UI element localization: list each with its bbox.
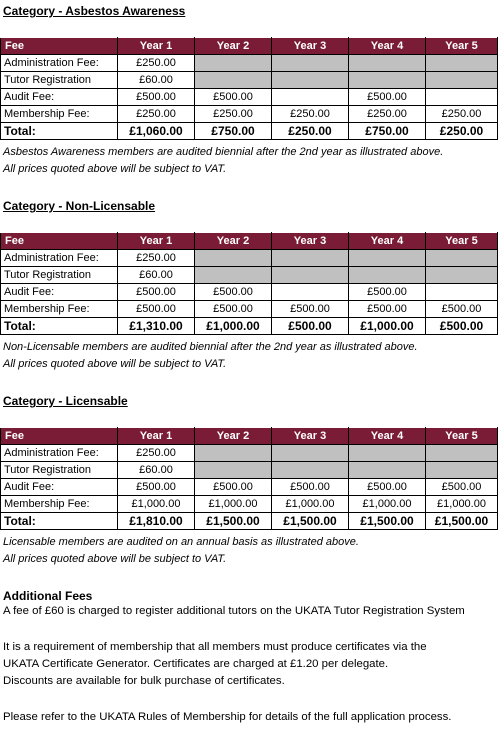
fee-value [272, 284, 349, 301]
table-row [1, 55, 498, 72]
additional-tutor-fee-text: A fee of £60 is charged to register additional tutors on the UKATA Tutor Registration System [3, 605, 465, 617]
table-row [1, 301, 498, 318]
column-header-year-4: Year 4 [349, 233, 426, 250]
fee-value: £500.00 [426, 301, 498, 318]
category-title-licensable: Category - Licensable [3, 394, 128, 408]
fee-value: £60.00 [118, 72, 195, 89]
fee-value: £250.00 [195, 106, 272, 123]
fee-value: £60.00 [118, 267, 195, 284]
not-applicable-cell [426, 250, 498, 267]
fee-value: £500.00 [118, 479, 195, 496]
column-header-year-3: Year 3 [272, 428, 349, 445]
fee-label: Membership Fee: [1, 496, 118, 513]
fee-value: £500.00 [118, 89, 195, 106]
fee-value: £1,000.00 [349, 496, 426, 513]
table-row [1, 445, 498, 462]
fee-label: Membership Fee: [1, 106, 118, 123]
total-value: £1,000.00 [349, 318, 426, 335]
bulk-discount-text: Discounts are available for bulk purchase of certificates. [3, 675, 285, 687]
not-applicable-cell [349, 55, 426, 72]
fee-value: £250.00 [426, 106, 498, 123]
not-applicable-cell [272, 250, 349, 267]
fee-table-licensable [0, 427, 498, 530]
table-row [1, 106, 498, 123]
fee-value: £500.00 [349, 284, 426, 301]
column-header-year-2: Year 2 [195, 38, 272, 55]
fee-value: £1,000.00 [272, 496, 349, 513]
table-row [1, 462, 498, 479]
total-value: £500.00 [426, 318, 498, 335]
not-applicable-cell [349, 250, 426, 267]
not-applicable-cell [426, 72, 498, 89]
not-applicable-cell [195, 55, 272, 72]
category-title-asbestos-awareness: Category - Asbestos Awareness [3, 4, 186, 18]
not-applicable-cell [195, 445, 272, 462]
category-title-non-licensable: Category - Non-Licensable [3, 199, 156, 213]
fee-value: £1,000.00 [426, 496, 498, 513]
audit-note-asbestos-awareness: Asbestos Awareness members are audited biennial after the 2nd year as illustrated above. [3, 146, 444, 158]
column-header-year-4: Year 4 [349, 428, 426, 445]
not-applicable-cell [195, 462, 272, 479]
fee-label: Membership Fee: [1, 301, 118, 318]
fee-label: Tutor Registration [1, 267, 118, 284]
column-header-year-1: Year 1 [118, 38, 195, 55]
not-applicable-cell [272, 267, 349, 284]
fee-value: £1,000.00 [195, 496, 272, 513]
fee-value: £1,000.00 [118, 496, 195, 513]
not-applicable-cell [195, 250, 272, 267]
not-applicable-cell [349, 72, 426, 89]
table-row [1, 496, 498, 513]
fee-value: £250.00 [272, 106, 349, 123]
table-header-row [1, 38, 498, 55]
column-header-year-3: Year 3 [272, 38, 349, 55]
total-value: £250.00 [272, 123, 349, 140]
fee-label: Audit Fee: [1, 479, 118, 496]
total-value: £250.00 [426, 123, 498, 140]
not-applicable-cell [426, 445, 498, 462]
fee-value: £500.00 [272, 301, 349, 318]
total-value: £750.00 [349, 123, 426, 140]
not-applicable-cell [272, 55, 349, 72]
not-applicable-cell [272, 445, 349, 462]
fee-label: Administration Fee: [1, 445, 118, 462]
fee-value: £500.00 [195, 301, 272, 318]
fee-label: Audit Fee: [1, 89, 118, 106]
total-value: £1,500.00 [426, 513, 498, 530]
fee-value: £500.00 [272, 479, 349, 496]
total-row [1, 513, 498, 530]
total-value: £1,500.00 [195, 513, 272, 530]
fee-value: £500.00 [349, 89, 426, 106]
fee-value: £500.00 [195, 284, 272, 301]
total-value: £500.00 [272, 318, 349, 335]
fee-label: Total: [1, 123, 118, 140]
fee-label: Tutor Registration [1, 462, 118, 479]
vat-note-asbestos-awareness: All prices quoted above will be subject to VAT. [3, 163, 227, 175]
table-row [1, 267, 498, 284]
vat-note-non-licensable: All prices quoted above will be subject to VAT. [3, 358, 227, 370]
fee-value: £500.00 [426, 479, 498, 496]
fee-value: £500.00 [195, 89, 272, 106]
fee-value: £250.00 [118, 106, 195, 123]
not-applicable-cell [195, 72, 272, 89]
certificate-charge-text: UKATA Certificate Generator. Certificates are charged at £1.20 per delegate. [3, 658, 389, 670]
total-value: £1,500.00 [272, 513, 349, 530]
column-header-year-1: Year 1 [118, 428, 195, 445]
total-value: £1,060.00 [118, 123, 195, 140]
fee-value [426, 89, 498, 106]
fee-value: £250.00 [349, 106, 426, 123]
total-row [1, 123, 498, 140]
fee-table-asbestos-awareness [0, 37, 498, 140]
column-header-year-5: Year 5 [426, 233, 498, 250]
not-applicable-cell [349, 445, 426, 462]
fee-value: £500.00 [349, 301, 426, 318]
column-header-fee: Fee [1, 428, 118, 445]
fee-label: Total: [1, 513, 118, 530]
total-value: £1,000.00 [195, 318, 272, 335]
table-row [1, 250, 498, 267]
fee-value: £250.00 [118, 250, 195, 267]
table-row [1, 479, 498, 496]
column-header-year-4: Year 4 [349, 38, 426, 55]
fee-label: Administration Fee: [1, 250, 118, 267]
fee-value: £500.00 [118, 284, 195, 301]
vat-note-licensable: All prices quoted above will be subject to VAT. [3, 553, 227, 565]
fee-value [272, 89, 349, 106]
total-value: £1,500.00 [349, 513, 426, 530]
column-header-year-2: Year 2 [195, 233, 272, 250]
not-applicable-cell [195, 267, 272, 284]
fee-table-non-licensable [0, 232, 498, 335]
column-header-year-2: Year 2 [195, 428, 272, 445]
table-row [1, 89, 498, 106]
fee-value: £250.00 [118, 445, 195, 462]
additional-fees-title: Additional Fees [3, 589, 93, 603]
fee-value [426, 284, 498, 301]
not-applicable-cell [426, 462, 498, 479]
column-header-year-5: Year 5 [426, 428, 498, 445]
audit-note-licensable: Licensable members are audited on an annual basis as illustrated above. [3, 536, 359, 548]
fee-value: £500.00 [118, 301, 195, 318]
table-row [1, 72, 498, 89]
fee-value: £500.00 [349, 479, 426, 496]
total-value: £1,810.00 [118, 513, 195, 530]
column-header-fee: Fee [1, 233, 118, 250]
fee-value: £500.00 [195, 479, 272, 496]
rules-of-membership-text: Please refer to the UKATA Rules of Membership for details of the full application process. [3, 711, 452, 723]
column-header-fee: Fee [1, 38, 118, 55]
table-header-row [1, 233, 498, 250]
table-row [1, 284, 498, 301]
total-value: £1,310.00 [118, 318, 195, 335]
not-applicable-cell [272, 462, 349, 479]
fee-value: £250.00 [118, 55, 195, 72]
audit-note-non-licensable: Non-Licensable members are audited biennial after the 2nd year as illustrated above. [3, 341, 418, 353]
fee-label: Total: [1, 318, 118, 335]
total-row [1, 318, 498, 335]
fee-value: £60.00 [118, 462, 195, 479]
not-applicable-cell [349, 462, 426, 479]
total-value: £750.00 [195, 123, 272, 140]
column-header-year-5: Year 5 [426, 38, 498, 55]
certificate-requirement-text: It is a requirement of membership that all members must produce certificates via the [3, 641, 427, 653]
column-header-year-1: Year 1 [118, 233, 195, 250]
not-applicable-cell [349, 267, 426, 284]
table-header-row [1, 428, 498, 445]
not-applicable-cell [426, 55, 498, 72]
fee-label: Audit Fee: [1, 284, 118, 301]
fee-label: Administration Fee: [1, 55, 118, 72]
column-header-year-3: Year 3 [272, 233, 349, 250]
not-applicable-cell [272, 72, 349, 89]
fee-label: Tutor Registration [1, 72, 118, 89]
not-applicable-cell [426, 267, 498, 284]
